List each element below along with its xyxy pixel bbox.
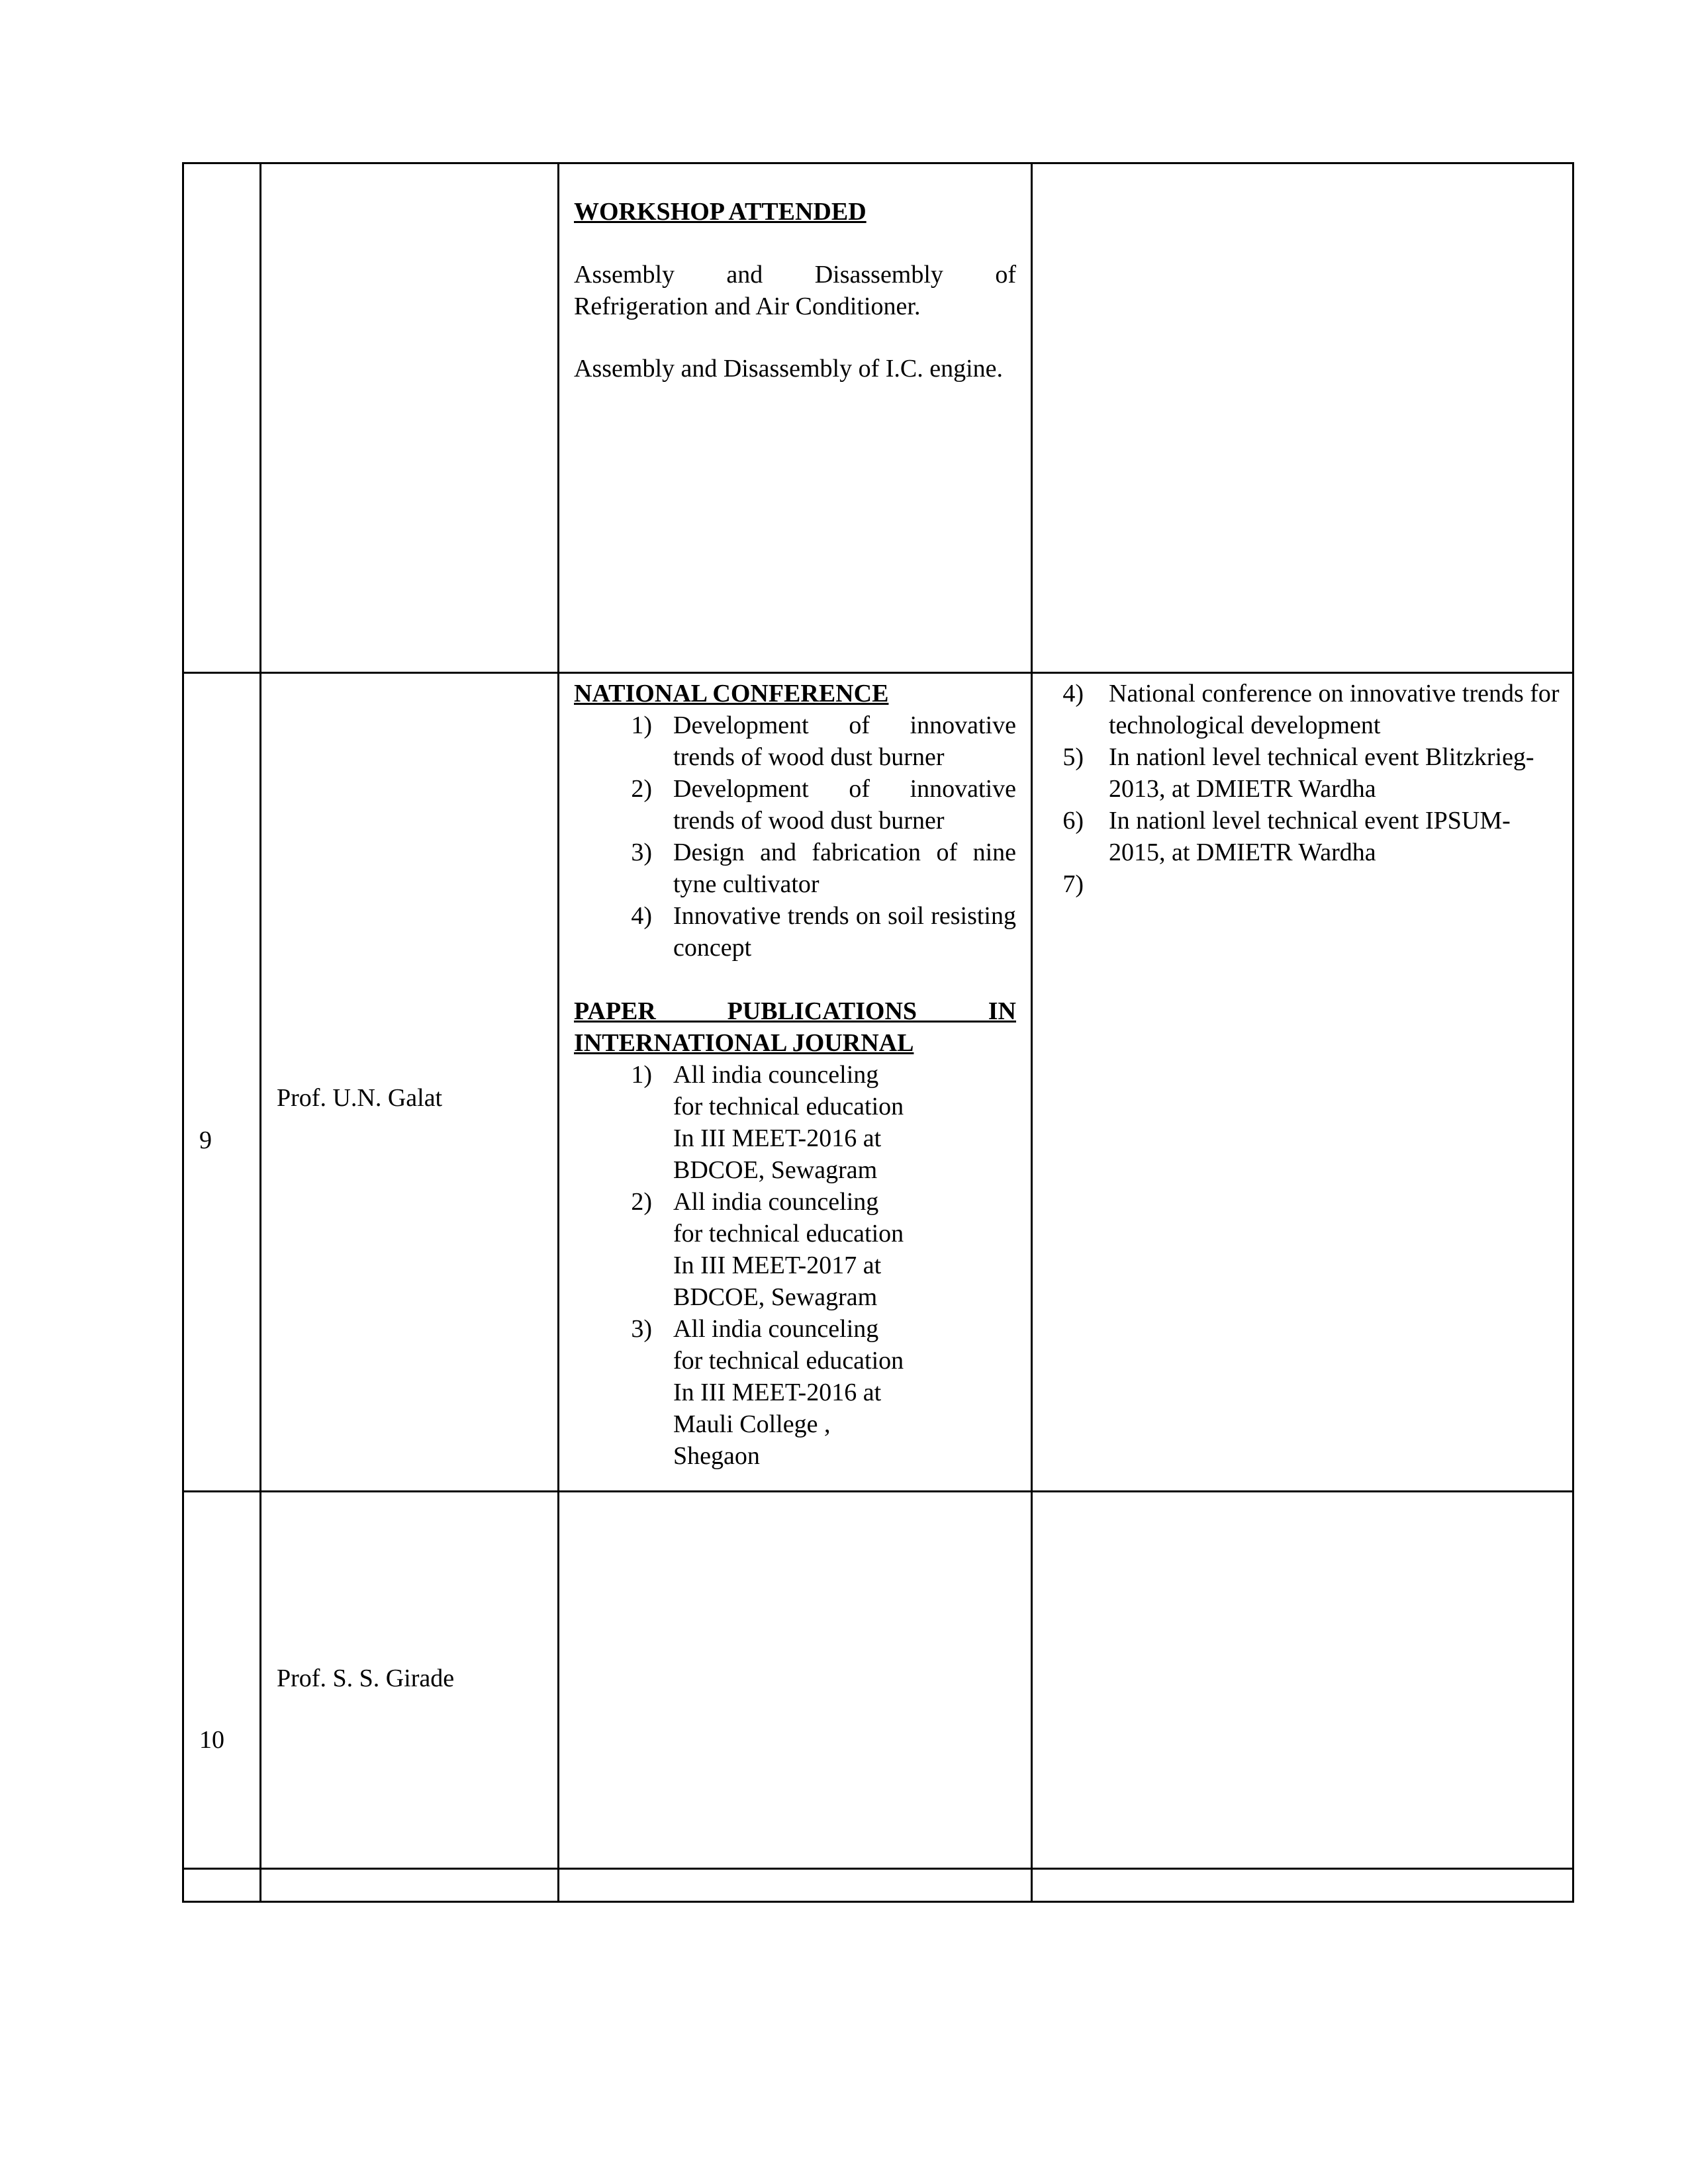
- sno-cell: [183, 163, 261, 673]
- conference-heading: NATIONAL CONFERENCE: [574, 680, 889, 707]
- events-cell: [1032, 163, 1573, 673]
- sno-text: 9: [199, 1126, 212, 1154]
- list-item: 6) In nationl level technical event IPSUM-2015, at DMIETR Wardha: [1062, 807, 1511, 866]
- table-row: [183, 673, 1573, 1492]
- activities-cell: [559, 673, 1032, 1492]
- faculty-name: Prof. S. S. Girade: [277, 1664, 455, 1692]
- events-cell: [1032, 673, 1573, 1492]
- list-item: 7): [1062, 870, 1084, 898]
- name-cell: [261, 673, 559, 1492]
- publications-list: [574, 1059, 905, 1472]
- name-cell: [261, 163, 559, 673]
- list-item: 3) All india counceling for technical education In III MEET-2016 at Mauli College , Shegaon: [631, 1315, 904, 1470]
- table-row: [183, 1869, 1573, 1902]
- list-item: 2) Development of innovative trends of wood dust burner: [631, 775, 1016, 835]
- list-item: 2) All india counceling for technical education In III MEET-2017 at BDCOE, Sewagram: [631, 1188, 904, 1311]
- list-item: 1) All india counceling for technical education In III MEET-2016 at BDCOE, Sewagram: [631, 1061, 904, 1184]
- name-cell: [261, 1492, 559, 1869]
- sno-cell: [183, 673, 261, 1492]
- list-item: 1) Development of innovative trends of wood dust burner: [631, 711, 1016, 771]
- workshop-item: Assembly and Disassembly of I.C. engine.: [574, 355, 1004, 383]
- events-list: [1033, 678, 1563, 900]
- events-cell: [1032, 1869, 1573, 1902]
- sno-cell: [183, 1492, 261, 1869]
- list-item: 5) In nationl level technical event Blitzkrieg-2013, at DMIETR Wardha: [1062, 743, 1534, 803]
- sno-text: 10: [199, 1725, 224, 1754]
- table-row: [183, 1492, 1573, 1869]
- workshop-item: Assembly and Disassembly of Refrigeration and Air Conditioner.: [574, 261, 1016, 320]
- publications-heading: PAPER PUBLICATIONS IN INTERNATIONAL JOURNAL: [574, 997, 1016, 1057]
- list-item: 4) National conference on innovative trends for technological development: [1062, 680, 1560, 739]
- table-row: [183, 163, 1573, 673]
- sno-cell: [183, 1869, 261, 1902]
- name-cell: [261, 1869, 559, 1902]
- activities-cell: [559, 1492, 1032, 1869]
- conference-list: [574, 709, 1016, 964]
- events-cell: [1032, 1492, 1573, 1869]
- faculty-activities-table: [182, 162, 1574, 1903]
- activities-cell: [559, 1869, 1032, 1902]
- list-item: 4) Innovative trends on soil resisting concept: [631, 902, 1016, 962]
- activities-cell: [559, 163, 1032, 673]
- faculty-name: Prof. U.N. Galat: [277, 1083, 443, 1112]
- workshop-heading: WORKSHOP ATTENDED: [574, 198, 867, 226]
- list-item: 3) Design and fabrication of nine tyne cultivator: [631, 839, 1016, 898]
